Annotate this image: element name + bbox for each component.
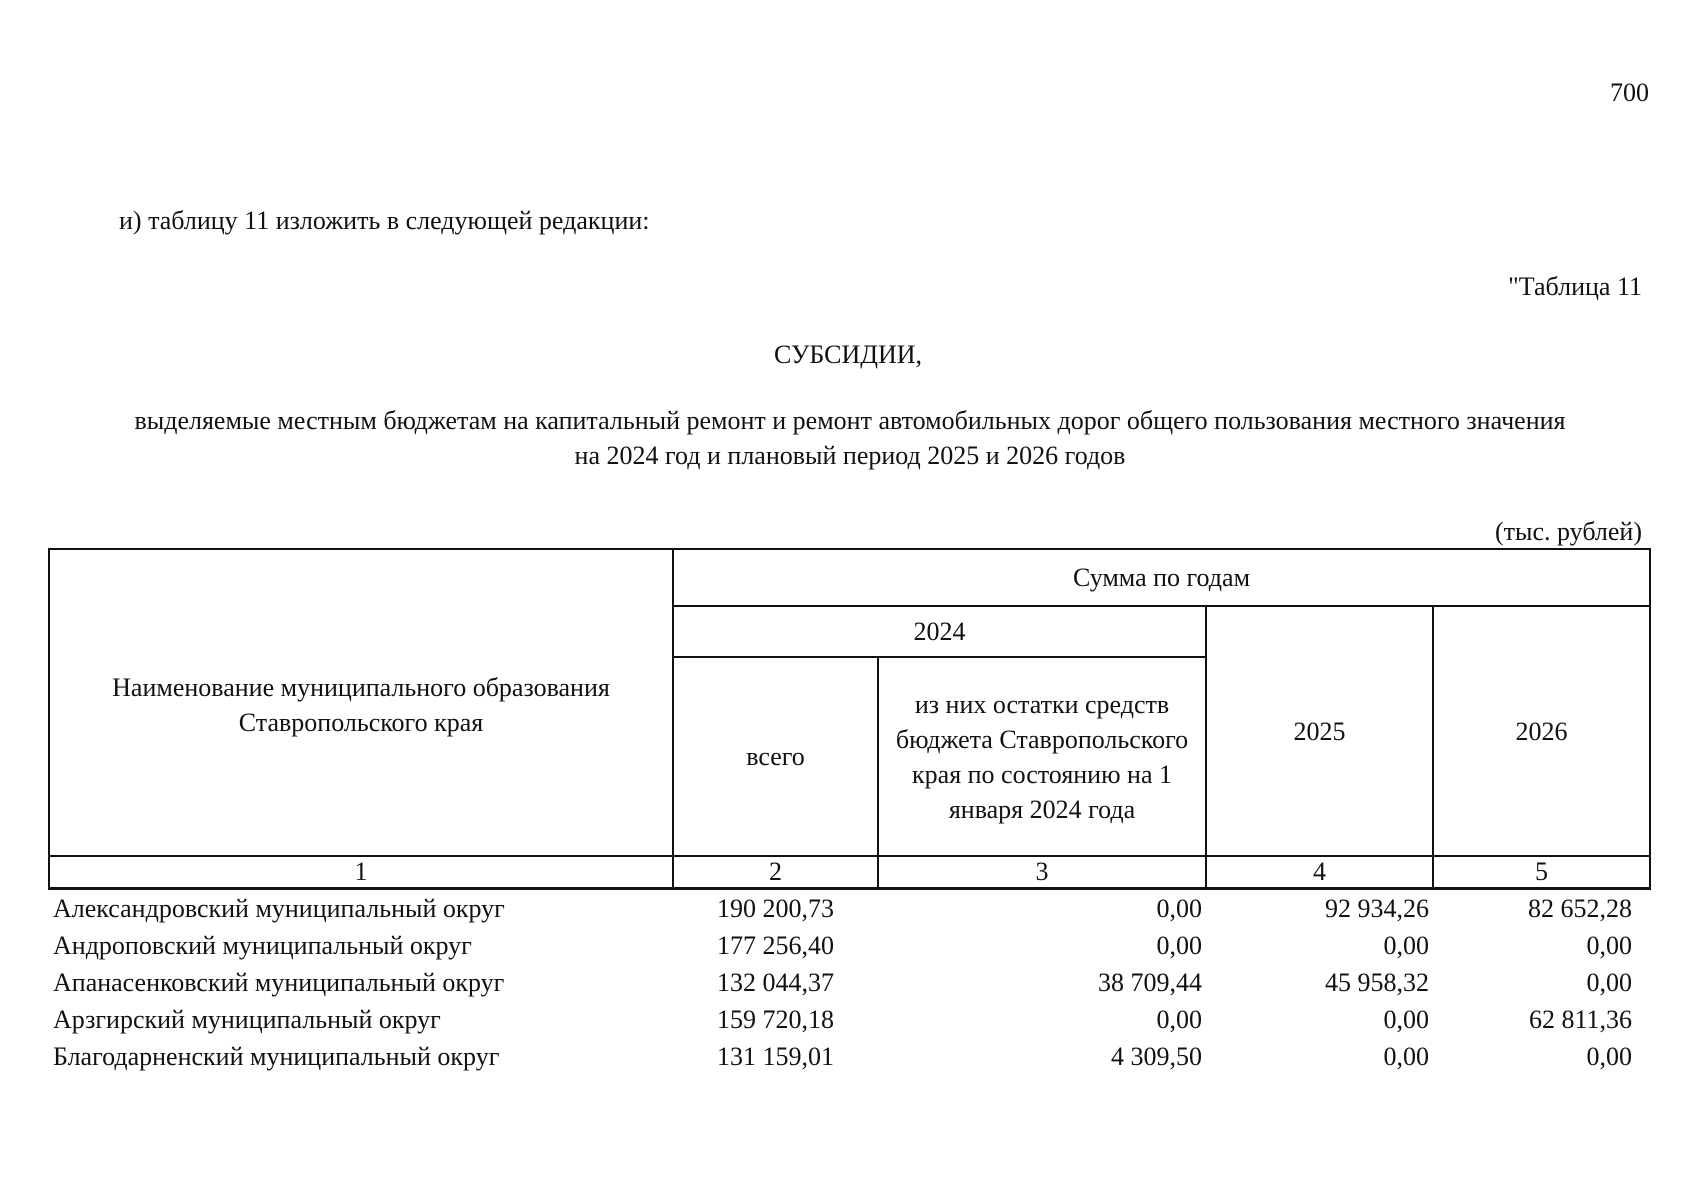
municipality-name: Арзгирский муниципальный округ: [53, 1005, 441, 1034]
header-municipality-name: Наименование муниципального образования Ставропольского края: [49, 549, 673, 856]
table-body: [49, 889, 1650, 1076]
municipality-name: Апанасенковский муниципальный округ: [53, 968, 505, 997]
header-remainder: из них остатки средств бюджета Ставропольского края по состоянию на 1 января 2024 года: [878, 657, 1206, 856]
amount-2026: 82 652,28: [1528, 894, 1633, 923]
total-2024: 177 256,40: [717, 931, 834, 960]
subsidies-table: [48, 548, 1651, 1075]
amount-2025: 0,00: [1383, 1005, 1429, 1034]
amount-2025: 0,00: [1383, 931, 1429, 960]
header-year-2025: 2025: [1206, 606, 1433, 856]
column-number: 2: [673, 856, 878, 889]
remainder-2024: 0,00: [1156, 894, 1202, 923]
header-sum-by-years: Сумма по годам: [673, 549, 1650, 606]
table-row: [49, 927, 1650, 964]
document-subtitle: [50, 403, 1650, 473]
amount-2026: 62 811,36: [1528, 1005, 1633, 1034]
amount-2025: 0,00: [1383, 1042, 1429, 1071]
table-row: [49, 889, 1650, 928]
total-2024: 159 720,18: [717, 1005, 834, 1034]
table-row: [49, 964, 1650, 1001]
municipality-name: Александровский муниципальный округ: [53, 894, 505, 923]
header-year-2024: 2024: [673, 606, 1206, 657]
table-header: [49, 549, 1650, 889]
table-row: [49, 1001, 1650, 1038]
table-row: [49, 1038, 1650, 1075]
page-number: 700: [1610, 78, 1649, 107]
subtitle-line-2: на 2024 год и плановый период 2025 и 2026 годов: [574, 441, 1126, 470]
document-title: СУБСИДИИ,: [773, 340, 923, 369]
total-2024: 132 044,37: [717, 968, 834, 997]
column-number: 5: [1433, 856, 1650, 889]
amount-2026: 0,00: [1586, 931, 1633, 960]
amount-2025: 92 934,26: [1325, 894, 1429, 923]
table-label: "Таблица 11: [1508, 272, 1642, 301]
municipality-name: Андроповский муниципальный округ: [53, 931, 472, 960]
amount-2025: 45 958,32: [1325, 968, 1429, 997]
subtitle-line-1: выделяемые местным бюджетам на капитальный ремонт и ремонт автомобильных дорог общего пользования местного значения: [134, 406, 1566, 435]
remainder-2024: 38 709,44: [1098, 968, 1202, 997]
units-label: (тыс. рублей): [1494, 517, 1642, 546]
column-number: 1: [49, 856, 673, 889]
amount-2026: 0,00: [1586, 1042, 1633, 1071]
total-2024: 131 159,01: [717, 1042, 834, 1071]
column-number: 4: [1206, 856, 1433, 889]
header-year-2026: 2026: [1433, 606, 1650, 856]
header-total: всего: [673, 657, 878, 856]
remainder-2024: 4 309,50: [1111, 1042, 1202, 1071]
intro-text: и) таблицу 11 изложить в следующей редакции:: [119, 206, 650, 235]
total-2024: 190 200,73: [717, 894, 834, 923]
remainder-2024: 0,00: [1156, 931, 1202, 960]
column-number: 3: [878, 856, 1206, 889]
remainder-2024: 0,00: [1156, 1005, 1202, 1034]
municipality-name: Благодарненский муниципальный округ: [53, 1042, 500, 1071]
amount-2026: 0,00: [1586, 968, 1633, 997]
